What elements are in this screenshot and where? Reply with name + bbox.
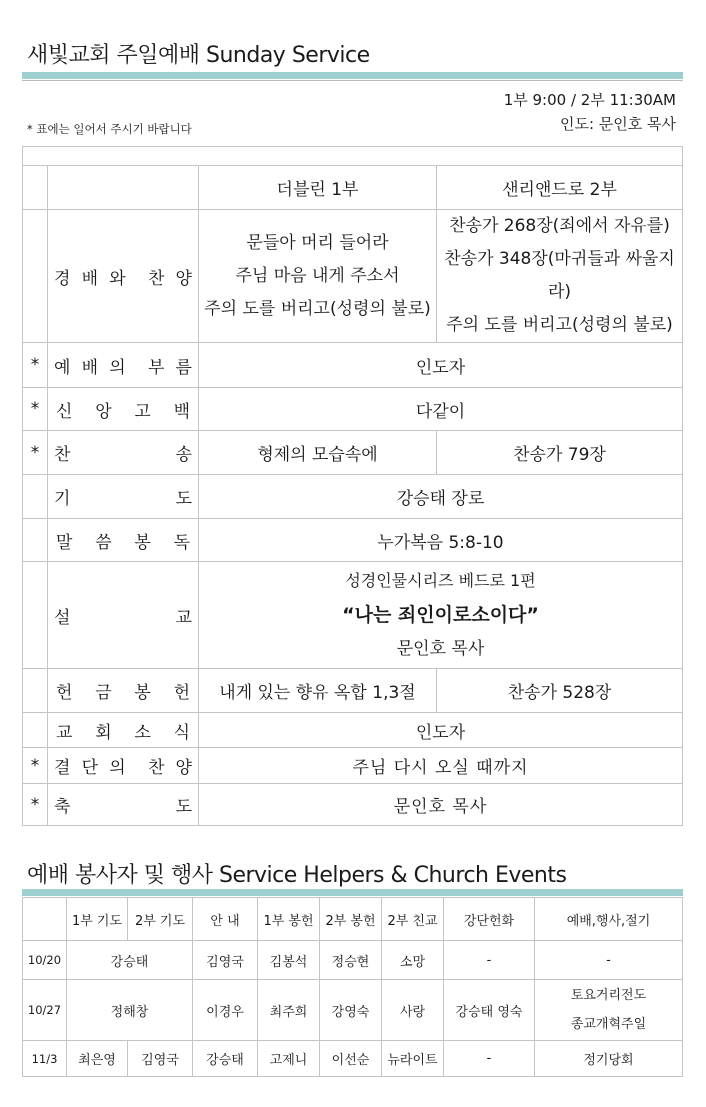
standing-note: * 표에는 일어서 주시기 바랍니다 xyxy=(27,122,192,136)
table-cell: 이경우 xyxy=(193,980,258,1041)
row-value: 강승태 장로 xyxy=(199,475,683,519)
header-cell: 2부 봉헌 xyxy=(320,898,382,941)
table-cell: 김영국 xyxy=(128,1041,193,1077)
row-value-1: 형제의 모습속에 xyxy=(199,431,437,475)
table-cell: 강영숙 xyxy=(320,980,382,1041)
helpers-title-underline xyxy=(22,889,683,896)
table-cell: 정승현 xyxy=(320,941,382,980)
row-label: 설 교 xyxy=(48,562,199,669)
row-label: 말 씀 봉 독 xyxy=(48,519,199,562)
helpers-title: 예배 봉사자 및 행사 Service Helpers & Church Events xyxy=(27,863,567,888)
service-helpers-table xyxy=(22,897,683,1077)
praise-list-2: 찬송가 268장(죄에서 자유를) 찬송가 348장(마귀들과 싸울지라) 주의 도를 버리고(성령의 불로) xyxy=(437,210,683,343)
header-cell: 2부 기도 xyxy=(128,898,193,941)
divider xyxy=(22,80,683,81)
row-label: 결 단 의 찬 양 xyxy=(48,748,199,784)
row-value-2: 찬송가 528장 xyxy=(437,669,683,713)
table-cell: - xyxy=(444,941,535,980)
standing-mark: * xyxy=(23,748,48,784)
table-cell: - xyxy=(444,1041,535,1077)
row-label: 축 도 xyxy=(48,784,199,826)
header-cell: 예배,행사,절기 xyxy=(535,898,683,941)
sermon-preacher: 문인호 목사 xyxy=(396,639,485,659)
row-label: 신 앙 고 백 xyxy=(48,388,199,431)
date-cell: 10/20 xyxy=(23,941,67,980)
sermon-series: 성경인물시리즈 베드로 1편 xyxy=(345,571,536,590)
sermon-title: “나는 죄인이로소이다” xyxy=(342,604,539,626)
table-top-strip xyxy=(23,147,683,166)
table-cell: 사랑 xyxy=(382,980,444,1041)
header-cell: 2부 친교 xyxy=(382,898,444,941)
table-cell: 김봉석 xyxy=(258,941,320,980)
table-cell: 정기당회 xyxy=(535,1041,683,1077)
sermon-cell xyxy=(199,562,683,669)
standing-mark: * xyxy=(23,431,48,475)
row-value-2: 찬송가 79장 xyxy=(437,431,683,475)
row-value-1: 내게 있는 향유 옥합 1,3절 xyxy=(199,669,437,713)
table-cell: - xyxy=(535,941,683,980)
row-value: 누가복음 5:8-10 xyxy=(199,519,683,562)
table-cell: 강승태 xyxy=(67,941,193,980)
table-cell: 정해창 xyxy=(67,980,193,1041)
row-value: 문인호 목사 xyxy=(199,784,683,826)
row-value: 주님 다시 오실 때까지 xyxy=(199,748,683,784)
header-cell: 안 내 xyxy=(193,898,258,941)
table-cell: 고제니 xyxy=(258,1041,320,1077)
table-cell: 토요거리전도 종교개혁주일 xyxy=(535,980,683,1041)
praise-list-1: 문들아 머리 들어라 주님 마음 내게 주소서 주의 도를 버리고(성령의 불로) xyxy=(199,210,437,343)
standing-mark: * xyxy=(23,388,48,431)
standing-mark: * xyxy=(23,343,48,388)
row-value: 인도자 xyxy=(199,343,683,388)
row-label: 예 배 의 부 름 xyxy=(48,343,199,388)
col-header-1: 더블린 1부 xyxy=(199,166,437,210)
date-cell: 11/3 xyxy=(23,1041,67,1077)
row-label: 헌 금 봉 헌 xyxy=(48,669,199,713)
table-cell: 강승태 영숙 xyxy=(444,980,535,1041)
table-cell: 최주희 xyxy=(258,980,320,1041)
row-label: 경 배 와 찬 양 xyxy=(48,210,199,343)
leader: 인도: 문인호 목사 xyxy=(559,115,676,133)
table-cell: 최은영 xyxy=(67,1041,128,1077)
page-title: 새빛교회 주일예배 Sunday Service xyxy=(27,43,370,68)
row-value: 인도자 xyxy=(199,713,683,748)
row-label: 기 도 xyxy=(48,475,199,519)
table-cell: 소망 xyxy=(382,941,444,980)
header-cell: 강단헌화 xyxy=(444,898,535,941)
order-of-worship-table xyxy=(22,146,683,826)
row-value: 다같이 xyxy=(199,388,683,431)
table-cell: 이선순 xyxy=(320,1041,382,1077)
row-label: 찬 송 xyxy=(48,431,199,475)
table-cell: 김영국 xyxy=(193,941,258,980)
date-cell: 10/27 xyxy=(23,980,67,1041)
standing-mark: * xyxy=(23,784,48,826)
header-cell: 1부 봉헌 xyxy=(258,898,320,941)
header-cell: 1부 기도 xyxy=(67,898,128,941)
table-cell: 뉴라이트 xyxy=(382,1041,444,1077)
title-underline xyxy=(22,72,683,79)
table-cell: 강승태 xyxy=(193,1041,258,1077)
service-times: 1부 9:00 / 2부 11:30AM xyxy=(503,91,676,109)
col-header-2: 샌리앤드로 2부 xyxy=(437,166,683,210)
row-label: 교 회 소 식 xyxy=(48,713,199,748)
